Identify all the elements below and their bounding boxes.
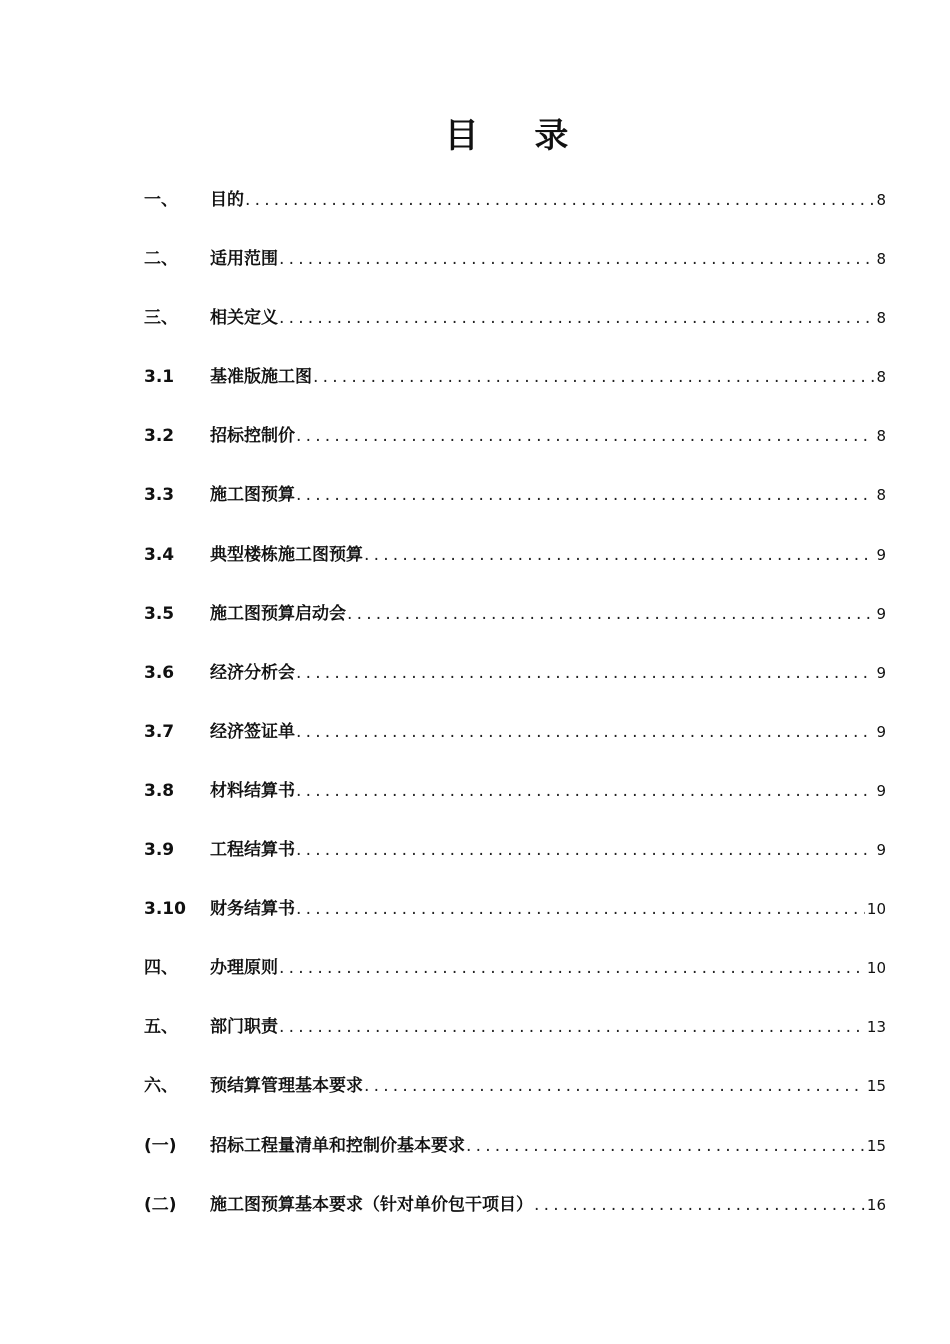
toc-entry-page: 15: [866, 1136, 886, 1155]
toc-entry-number: 3.8: [144, 780, 175, 801]
toc-entry-number: 3.5: [144, 603, 175, 624]
toc-entry-page: 8: [876, 427, 886, 446]
toc-dot-leader: [347, 599, 874, 629]
toc-entry[interactable]: [144, 1190, 886, 1249]
toc-entry-page: 9: [876, 545, 886, 564]
toc-dot-leader: [364, 540, 874, 570]
toc-entry[interactable]: [144, 244, 886, 303]
toc-dot-leader: [534, 1190, 865, 1220]
toc-entry-number: 3.6: [144, 662, 175, 683]
toc-entry-page: 9: [876, 781, 886, 800]
toc-dot-leader: [279, 953, 865, 983]
toc-entry[interactable]: [144, 717, 886, 776]
toc-entry-title: 适用范围: [210, 249, 278, 270]
toc-entry-title: 相关定义: [210, 308, 278, 329]
toc-entry-page: 9: [876, 722, 886, 741]
toc-entry[interactable]: [144, 1012, 886, 1071]
toc-dot-leader: [279, 303, 874, 333]
toc-entry-title: 施工图预算: [210, 485, 295, 506]
toc-entry-title: 办理原则: [210, 958, 278, 979]
toc-entry-title: 材料结算书: [210, 780, 295, 801]
toc-entry[interactable]: [144, 658, 886, 717]
toc-entry-number: 一、: [144, 190, 178, 210]
toc-entry-page: 8: [876, 486, 886, 505]
toc-entry-number: 五、: [144, 1017, 178, 1038]
toc-entry-page: 9: [876, 604, 886, 623]
toc-entry-number: 六、: [144, 1076, 178, 1097]
toc-entry-page: 9: [876, 841, 886, 860]
toc-dot-leader: [466, 1131, 865, 1161]
toc-entry-number: 3.4: [144, 544, 175, 565]
toc-dot-leader: [279, 244, 874, 274]
toc-entry-title: 工程结算书: [210, 840, 295, 861]
toc-entry-number: 3.2: [144, 426, 175, 447]
toc-entry-title: 基准版施工图: [210, 367, 312, 388]
toc-entry[interactable]: [144, 1131, 886, 1190]
toc-entry-page: 10: [866, 900, 886, 919]
toc-entry-page: 9: [876, 663, 886, 682]
toc-dot-leader: [296, 480, 874, 510]
toc-entry-title: 施工图预算基本要求（针对单价包干项目）: [210, 1194, 533, 1215]
toc-entry-title: 财务结算书: [210, 899, 295, 920]
toc-entry[interactable]: [144, 421, 886, 480]
toc-entry-number: 四、: [144, 958, 178, 979]
toc-entry-number: (一): [144, 1135, 177, 1156]
toc-dot-leader: [296, 421, 874, 451]
toc-entry[interactable]: [144, 540, 886, 599]
toc-entry[interactable]: [144, 835, 886, 894]
toc-dot-leader: [296, 776, 874, 806]
toc-entry[interactable]: [144, 599, 886, 658]
toc-entry-page: 8: [876, 250, 886, 269]
toc-entry-number: 二、: [144, 249, 178, 270]
toc-dot-leader: [296, 894, 865, 924]
toc-entry-page: 13: [866, 1018, 886, 1037]
toc-entry-number: (二): [144, 1194, 177, 1215]
toc-entry-page: 10: [866, 959, 886, 978]
toc-entry-number: 3.3: [144, 485, 175, 506]
toc-entry[interactable]: [144, 894, 886, 953]
toc-entry-page: 16: [866, 1195, 886, 1214]
toc-entry-number: 3.7: [144, 721, 175, 742]
toc-dot-leader: [279, 1012, 865, 1042]
toc-entry-number: 3.9: [144, 840, 175, 861]
toc-entry-title: 招标工程量清单和控制价基本要求: [210, 1135, 465, 1156]
toc-dot-leader: [313, 362, 874, 392]
toc-entry-title: 施工图预算启动会: [210, 603, 346, 624]
toc-entry-number: 三、: [144, 308, 178, 329]
toc-entry[interactable]: [144, 362, 886, 421]
toc-entry-number: 3.1: [144, 367, 175, 388]
toc-entry-page: 8: [876, 191, 886, 209]
toc-title: 目 录: [444, 116, 591, 156]
toc-entry-title: 经济分析会: [210, 662, 295, 683]
toc-dot-leader: [364, 1071, 865, 1101]
toc-entry[interactable]: [144, 303, 886, 362]
toc-entry[interactable]: [144, 185, 886, 244]
toc-entry-number: 3.10: [144, 899, 186, 920]
toc-entry[interactable]: [144, 480, 886, 539]
toc-entry-title: 招标控制价: [210, 426, 295, 447]
toc-entry-title: 目的: [210, 190, 244, 210]
toc-dot-leader: [296, 658, 874, 688]
toc-entry-title: 预结算管理基本要求: [210, 1076, 363, 1097]
toc-entry-page: 8: [876, 309, 886, 328]
toc-entry[interactable]: [144, 776, 886, 835]
toc-entry[interactable]: [144, 1071, 886, 1130]
toc-entry-title: 经济签证单: [210, 721, 295, 742]
toc-entry-page: 15: [866, 1077, 886, 1096]
toc-entry[interactable]: [144, 953, 886, 1012]
toc-entry-title: 典型楼栋施工图预算: [210, 544, 363, 565]
toc-dot-leader: [296, 717, 874, 747]
toc-list: [144, 185, 886, 1249]
toc-dot-leader: [245, 185, 874, 215]
toc-entry-title: 部门职责: [210, 1017, 278, 1038]
toc-dot-leader: [296, 835, 874, 865]
toc-entry-page: 8: [876, 368, 886, 387]
